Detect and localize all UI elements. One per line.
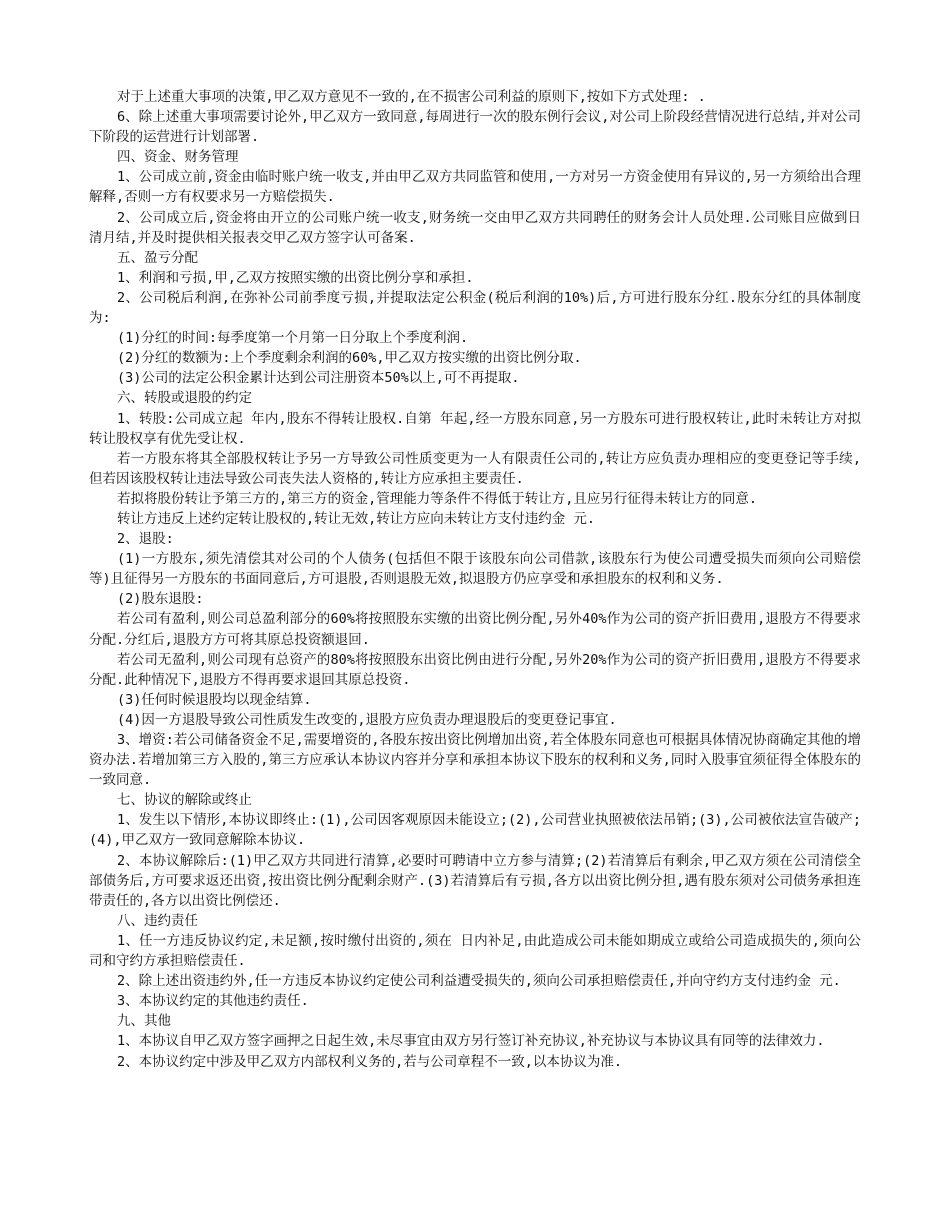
paragraph: (1)一方股东,须先清偿其对公司的个人债务(包括但不限于该股东向公司借款,该股东行为使公司遭受损失而须向公司赔偿等)且征得另一方股东的书面同意后,方可退股,否则退股无效,拟退股方仍应享受和承担股东的权利和义务.	[89, 551, 861, 588]
paragraph: 若一方股东将其全部股权转让予另一方导致公司性质变更为一人有限责任公司的,转让方应负责办理相应的变更登记等手续,但若因该股权转让违法导致公司丧失法人资格的,转让方应承担主要责任.	[89, 450, 861, 487]
paragraph: 若拟将股份转让予第三方的,第三方的资金,管理能力等条件不得低于转让方,且应另行征得未转让方的同意.	[117, 490, 758, 507]
section-heading: 七、协议的解除或终止	[117, 792, 252, 809]
section-heading: 六、转股或退股的约定	[117, 390, 252, 407]
paragraph: 2、本协议约定中涉及甲乙双方内部权利义务的,若与公司章程不一致,以本协议为准.	[117, 1053, 623, 1070]
paragraph: 2、除上述出资违约外,任一方违反本协议约定使公司利益遭受损失的,须向公司承担赔偿责任,并向守约方支付违约金 元.	[117, 973, 841, 990]
paragraph: (3)任何时候退股均以现金结算.	[117, 691, 312, 708]
paragraph: 2、退股:	[117, 531, 174, 548]
paragraph: 2、公司税后利润,在弥补公司前季度亏损,并提取法定公积金(税后利润的10%)后,方可进行股东分红.股东分红的具体制度为:	[89, 289, 861, 327]
document-body	[89, 87, 861, 1072]
paragraph: 转让方违反上述约定转让股权的,转让无效,转让方应向未转让方支付违约金 元.	[117, 510, 596, 527]
paragraph: (2)股东退股:	[117, 591, 204, 608]
paragraph: 对于上述重大事项的决策,甲乙双方意见不一致的,在不损害公司利益的原则下,按如下方式处理: .	[117, 89, 706, 105]
paragraph: 2、本协议解除后:(1)甲乙双方共同进行清算,必要时可聘请中立方参与清算;(2)若清算后有剩余,甲乙双方须在公司清偿全部债务后,方可要求返还出资,按出资比例分配剩余财产.(3)若清算后有亏损,各方以出资比例分担,遇有股东须对公司债务承担连带责任的,各方以出资比例偿还.	[89, 852, 861, 909]
paragraph: 3、增资:若公司储备资金不足,需要增资的,各股东按出资比例增加出资,若全体股东同意也可根据具体情况协商确定其他的增资办法.若增加第三方入股的,第三方应承认本协议内容并分享和承担本协议下股东的权利和义务,同时入股事宜须征得全体股东的一致同意.	[89, 732, 861, 789]
paragraph: (1)分红的时间:每季度第一个月第一日分取上个季度利润.	[117, 330, 469, 347]
paragraph: 1、发生以下情形,本协议即终止:(1),公司因客观原因未能设立;(2),公司营业执照被依法吊销;(3),公司被依法宣告破产;(4),甲乙双方一致同意解除本协议.	[89, 812, 861, 849]
paragraph: 6、除上述重大事项需要讨论外,甲乙双方一致同意,每周进行一次的股东例行会议,对公司上阶段经营情况进行总结,并对公司下阶段的运营进行计划部署.	[89, 109, 861, 146]
paragraph: 2、公司成立后,资金将由开立的公司账户统一收支,财务统一交由甲乙双方共同聘任的财务会计人员处理.公司账目应做到日清月结,并及时提供相关报表交甲乙双方签字认可备案.	[89, 209, 861, 246]
paragraph: 1、本协议自甲乙双方签字画押之日起生效,未尽事宜由双方另行签订补充协议,补充协议与本协议具有同等的法律效力.	[117, 1033, 825, 1050]
paragraph: 3、本协议约定的其他违约责任.	[117, 993, 309, 1010]
paragraph: 1、转股:公司成立起 年内,股东不得转让股权.自第 年起,经一方股东同意,另一方股东可进行股权转让,此时未转让方对拟转让股权享有优先受让权.	[89, 410, 861, 447]
section-heading: 八、违约责任	[117, 912, 198, 929]
paragraph: 若公司有盈利,则公司总盈利部分的60%将按照股东实缴的出资比例分配,另外40%作为公司的资产折旧费用,退股方不得要求分配.分红后,退股方方可将其原总投资额退回.	[89, 611, 861, 648]
section-heading: 五、盈亏分配	[117, 249, 198, 266]
paragraph: 1、任一方违反协议约定,未足额,按时缴付出资的,须在 日内补足,由此造成公司未能如期成立或给公司造成损失的,须向公司和守约方承担赔偿责任.	[89, 932, 861, 970]
paragraph: 1、公司成立前,资金由临时账户统一收支,并由甲乙双方共同监管和使用,一方对另一方资金使用有异议的,另一方须给出合理解释,否则一方有权要求另一方赔偿损失.	[89, 169, 861, 206]
paragraph: (3)公司的法定公积金累计达到公司注册资本50%以上,可不再提取.	[117, 370, 520, 387]
section-heading: 九、其他	[117, 1013, 171, 1030]
section-heading: 四、资金、财务管理	[117, 149, 239, 166]
paragraph: (2)分红的数额为:上个季度剩余利润的60%,甲乙双方按实缴的出资比例分取.	[117, 350, 582, 367]
paragraph: 1、利润和亏损,甲,乙双方按照实缴的出资比例分享和承担.	[117, 269, 474, 286]
paragraph: (4)因一方退股导致公司性质发生改变的,退股方应负责办理退股后的变更登记事宜.	[117, 711, 617, 728]
paragraph: 若公司无盈利,则公司现有总资产的80%将按照股东出资比例由进行分配,另外20%作为公司的资产折旧费用,退股方不得要求分配.此种情况下,退股方不得再要求退回其原总投资.	[89, 651, 861, 688]
